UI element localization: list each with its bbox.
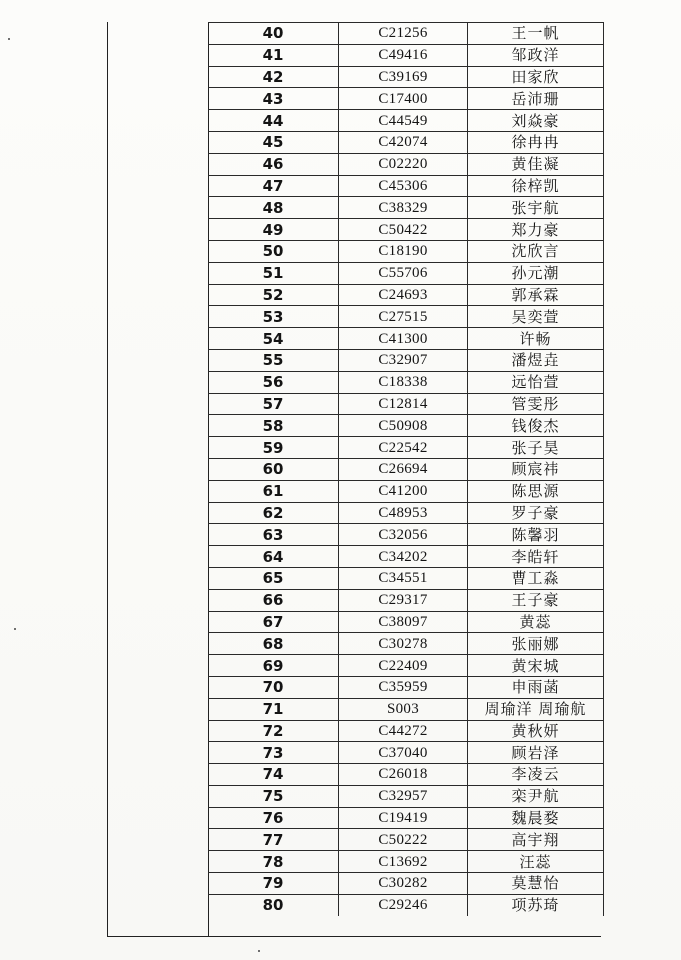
roster-table <box>107 22 601 937</box>
table-row <box>208 851 604 873</box>
table-row <box>208 153 604 175</box>
student-name: 潘煜垚 <box>468 349 604 371</box>
student-name: 田家欣 <box>468 66 604 88</box>
student-name: 顾岩泽 <box>468 742 604 764</box>
table-row <box>208 567 604 589</box>
candidate-id: C44272 <box>339 720 468 742</box>
student-name: 张宇航 <box>468 197 604 219</box>
student-name: 孙元潮 <box>468 262 604 284</box>
table-row <box>208 262 604 284</box>
table-row <box>208 110 604 132</box>
table-row <box>208 328 604 350</box>
table-row <box>208 284 604 306</box>
table-row <box>208 546 604 568</box>
row-number: 42 <box>208 66 339 88</box>
table-row <box>208 894 604 915</box>
row-number: 67 <box>208 611 339 633</box>
student-name: 钱俊杰 <box>468 415 604 437</box>
student-name: 申雨菡 <box>468 676 604 698</box>
candidate-id: C17400 <box>339 88 468 110</box>
row-number: 75 <box>208 785 339 807</box>
student-name: 徐冉冉 <box>468 131 604 153</box>
row-number: 76 <box>208 807 339 829</box>
candidate-id: C19419 <box>339 807 468 829</box>
row-number: 59 <box>208 437 339 459</box>
table-row <box>208 371 604 393</box>
table-row <box>208 873 604 895</box>
table-row <box>208 197 604 219</box>
row-number: 52 <box>208 284 339 306</box>
student-name: 项苏琦 <box>468 894 604 915</box>
candidate-id: C37040 <box>339 742 468 764</box>
candidate-id: C29246 <box>339 894 468 915</box>
candidate-id: C41300 <box>339 328 468 350</box>
table-row <box>208 88 604 110</box>
candidate-id: C42074 <box>339 131 468 153</box>
row-number: 73 <box>208 742 339 764</box>
scan-speck <box>14 628 16 630</box>
student-name: 张丽娜 <box>468 633 604 655</box>
candidate-id: C41200 <box>339 480 468 502</box>
candidate-id: C12814 <box>339 393 468 415</box>
row-number: 61 <box>208 480 339 502</box>
row-number: 78 <box>208 851 339 873</box>
candidate-id: C24693 <box>339 284 468 306</box>
student-name: 莫慧怡 <box>468 873 604 895</box>
row-number: 51 <box>208 262 339 284</box>
row-number: 47 <box>208 175 339 197</box>
row-number: 74 <box>208 764 339 786</box>
student-name: 管雯彤 <box>468 393 604 415</box>
row-number: 45 <box>208 131 339 153</box>
student-name: 黄宋城 <box>468 655 604 677</box>
row-number: 44 <box>208 110 339 132</box>
candidate-id: C38329 <box>339 197 468 219</box>
row-number: 66 <box>208 589 339 611</box>
row-number: 69 <box>208 655 339 677</box>
student-name: 黄蕊 <box>468 611 604 633</box>
row-number: 46 <box>208 153 339 175</box>
table-row <box>208 720 604 742</box>
student-name: 陈思源 <box>468 480 604 502</box>
table-row <box>208 633 604 655</box>
candidate-id: C45306 <box>339 175 468 197</box>
candidate-id: C22542 <box>339 437 468 459</box>
row-number: 60 <box>208 458 339 480</box>
candidate-id: C55706 <box>339 262 468 284</box>
scan-speck <box>8 38 10 40</box>
table-row <box>208 44 604 66</box>
student-name: 顾宸祎 <box>468 458 604 480</box>
student-name: 王子豪 <box>468 589 604 611</box>
row-number: 71 <box>208 698 339 720</box>
table-row <box>208 131 604 153</box>
row-number: 49 <box>208 219 339 241</box>
row-number: 43 <box>208 88 339 110</box>
row-number: 80 <box>208 894 339 915</box>
student-name: 徐梓凯 <box>468 175 604 197</box>
row-number: 48 <box>208 197 339 219</box>
table-row <box>208 524 604 546</box>
candidate-id: C48953 <box>339 502 468 524</box>
table-row <box>208 240 604 262</box>
student-name: 陈馨羽 <box>468 524 604 546</box>
row-number: 77 <box>208 829 339 851</box>
row-number: 64 <box>208 546 339 568</box>
scan-speck <box>258 950 260 952</box>
candidate-id: C32907 <box>339 349 468 371</box>
student-name: 岳沛珊 <box>468 88 604 110</box>
student-name: 邹政洋 <box>468 44 604 66</box>
student-name: 黄秋妍 <box>468 720 604 742</box>
row-number: 63 <box>208 524 339 546</box>
student-name: 栾尹航 <box>468 785 604 807</box>
candidate-id: C32957 <box>339 785 468 807</box>
row-number: 70 <box>208 676 339 698</box>
candidate-id: C13692 <box>339 851 468 873</box>
student-name: 魏晨婺 <box>468 807 604 829</box>
row-number: 65 <box>208 567 339 589</box>
table-row <box>208 458 604 480</box>
row-number: 68 <box>208 633 339 655</box>
candidate-id: C26018 <box>339 764 468 786</box>
table-row <box>208 698 604 720</box>
candidate-id: C29317 <box>339 589 468 611</box>
candidate-id: C18190 <box>339 240 468 262</box>
student-name: 黄佳凝 <box>468 153 604 175</box>
student-name: 许畅 <box>468 328 604 350</box>
candidate-id: S003 <box>339 698 468 720</box>
table-row <box>208 502 604 524</box>
row-number: 50 <box>208 240 339 262</box>
student-name: 郭承霖 <box>468 284 604 306</box>
row-number: 79 <box>208 873 339 895</box>
row-number: 62 <box>208 502 339 524</box>
table-row <box>208 655 604 677</box>
student-name: 曹工淼 <box>468 567 604 589</box>
candidate-id: C18338 <box>339 371 468 393</box>
student-name: 李皓轩 <box>468 546 604 568</box>
candidate-id: C30282 <box>339 873 468 895</box>
candidate-id: C34202 <box>339 546 468 568</box>
candidate-id: C35959 <box>339 676 468 698</box>
table-row <box>208 219 604 241</box>
student-name: 刘焱豪 <box>468 110 604 132</box>
student-name: 周瑜洋 周瑜航 <box>468 698 604 720</box>
candidate-id: C50422 <box>339 219 468 241</box>
candidate-id: C44549 <box>339 110 468 132</box>
table-row <box>208 480 604 502</box>
student-name: 张子昊 <box>468 437 604 459</box>
table-row <box>208 764 604 786</box>
row-number: 72 <box>208 720 339 742</box>
row-number: 54 <box>208 328 339 350</box>
table-row <box>208 393 604 415</box>
table-row <box>208 742 604 764</box>
row-number: 55 <box>208 349 339 371</box>
student-name: 远怡萱 <box>468 371 604 393</box>
candidate-id: C39169 <box>339 66 468 88</box>
row-number: 58 <box>208 415 339 437</box>
table-row <box>208 807 604 829</box>
candidate-id: C02220 <box>339 153 468 175</box>
student-name: 李凌云 <box>468 764 604 786</box>
table-row <box>208 306 604 328</box>
table-row <box>208 349 604 371</box>
table-row <box>208 66 604 88</box>
candidate-id: C34551 <box>339 567 468 589</box>
candidate-id: C50222 <box>339 829 468 851</box>
table-row <box>208 611 604 633</box>
table-row <box>208 23 604 45</box>
row-number: 57 <box>208 393 339 415</box>
table-row <box>208 415 604 437</box>
candidate-id: C49416 <box>339 44 468 66</box>
student-name: 沈欣言 <box>468 240 604 262</box>
candidate-id: C30278 <box>339 633 468 655</box>
student-name: 罗子豪 <box>468 502 604 524</box>
student-name: 郑力豪 <box>468 219 604 241</box>
student-name: 王一帆 <box>468 23 604 45</box>
table-row <box>208 437 604 459</box>
candidate-id: C38097 <box>339 611 468 633</box>
candidate-id: C22409 <box>339 655 468 677</box>
row-number: 41 <box>208 44 339 66</box>
group-column-merged-cell <box>108 22 209 936</box>
student-name: 高宇翔 <box>468 829 604 851</box>
row-number: 56 <box>208 371 339 393</box>
row-number: 40 <box>208 23 339 45</box>
row-number: 53 <box>208 306 339 328</box>
roster-rows <box>208 22 604 916</box>
candidate-id: C21256 <box>339 23 468 45</box>
student-name: 汪蕊 <box>468 851 604 873</box>
candidate-id: C32056 <box>339 524 468 546</box>
candidate-id: C26694 <box>339 458 468 480</box>
table-row <box>208 175 604 197</box>
table-row <box>208 785 604 807</box>
candidate-id: C50908 <box>339 415 468 437</box>
table-row <box>208 589 604 611</box>
candidate-id: C27515 <box>339 306 468 328</box>
table-row <box>208 676 604 698</box>
student-name: 吴奕萱 <box>468 306 604 328</box>
table-row <box>208 829 604 851</box>
